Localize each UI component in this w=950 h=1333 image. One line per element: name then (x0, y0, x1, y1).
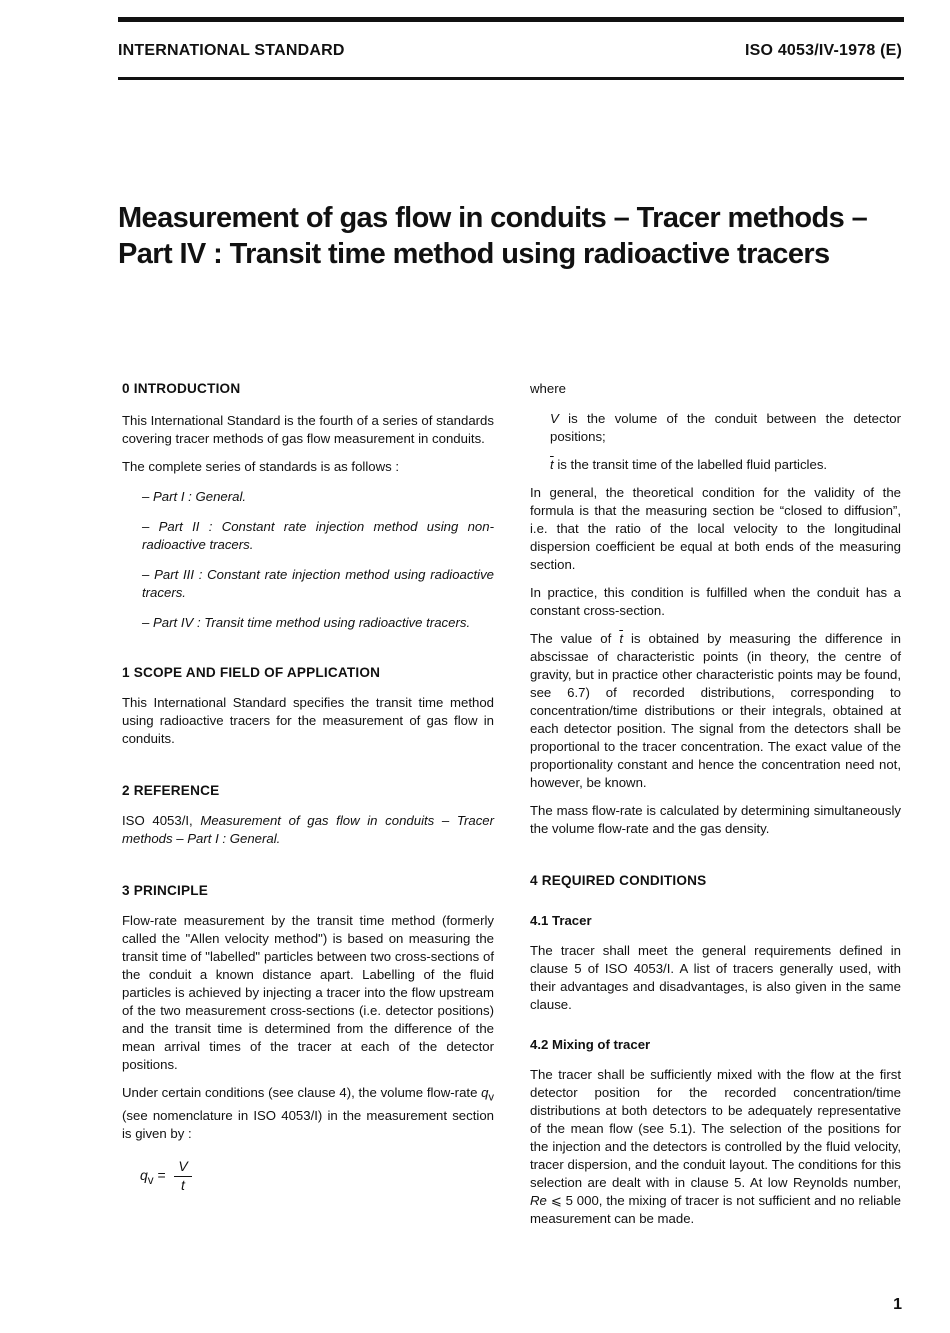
top-rule (118, 17, 904, 22)
section-4-heading: 4 REQUIRED CONDITIONS (530, 873, 707, 888)
definition-t: $\overline{t}$ is the transit time of the labelled fluid particles. (550, 457, 828, 472)
title-line-2: Part IV : Transit time method using radioactive tracers (118, 238, 830, 270)
section-4-1-heading: 4.1 Tracer (530, 913, 592, 928)
formula-lhs: $q_v$ = (140, 1166, 166, 1187)
scope-paragraph: This International Standard specifies the transit time method using radioactive tracers for the measurement of gas flow in conduits. (122, 695, 494, 746)
formula-fraction (174, 1157, 192, 1192)
where-label: where (530, 381, 566, 396)
section-3-heading: 3 PRINCIPLE (122, 883, 209, 898)
reference-title: Measurement of gas flow in conduits – Tracer methods – Part I : General. (122, 813, 495, 846)
mixing-paragraph: The tracer shall be sufficiently mixed with the flow at the first detector position for the recorded concentration/time distributions at both detectors to be adequately representative of the mean flow (see 5.1). The selection of the positions for the injection and the detectors is controlled by the fluid velocity, tracer dispersion, and the conduit layout. The conditions for this selection are dealt with in clause 5. At low Reynolds number, Re ⩽ 5 000, the mixing of tracer is not sufficient and no reliable measurement can be made. (530, 1067, 901, 1226)
principle-paragraph-1: Flow-rate measurement by the transit time method (formerly called the "Allen velocity method") is based on measuring the transit time of "labelled" particles between two cross-sections of the conduit a known distance apart. Labelling of the fluid particles is achieved by injecting a tracer into the flow upstream of the two measurement cross-sections (i.e. detector positions) and the transit time is determined from the difference of the mean arrival times of the tracer at each of the detector positions. (122, 913, 494, 1072)
section-0-heading: 0 INTRODUCTION (122, 381, 241, 396)
section-4-2-heading: 4.2 Mixing of tracer (530, 1037, 651, 1052)
symbol-Re: Re (530, 1193, 547, 1208)
formula-denominator: t (181, 1176, 185, 1193)
symbol-q: q (481, 1085, 489, 1100)
title-line-1: Measurement of gas flow in conduits – Tracer methods – (118, 202, 868, 234)
reference-code: ISO 4053/I, (122, 813, 201, 828)
symbol-q-subscript: v (488, 1091, 494, 1104)
series-item-2: – Part II : Constant rate injection method using non-radioactive tracers. (142, 519, 494, 552)
series-item-3: – Part III : Constant rate injection method using radioactive tracers. (142, 567, 494, 600)
document-title (118, 200, 918, 272)
series-item-1: – Part I : General. (142, 489, 247, 504)
reference-paragraph (122, 812, 494, 848)
series-item-4: – Part IV : Transit time method using radioactive tracers. (142, 615, 471, 630)
right-column (530, 380, 901, 1238)
intro-paragraph-2: The complete series of standards is as follows : (122, 459, 400, 474)
section-2-heading: 2 REFERENCE (122, 783, 220, 798)
left-column (122, 380, 494, 1201)
definition-V: V is the volume of the conduit between the detector positions; (550, 411, 901, 444)
principle-paragraph-6: The mass flow-rate is calculated by determining simultaneously the volume flow-rate and the gas density. (530, 803, 901, 836)
header-right: ISO 4053/IV-1978 (E) (745, 42, 902, 59)
principle-paragraph-5: The value of $\overline{t}$ is obtained by measuring the difference in abscissae of characteristic points (in theory, the centre of gravity, but in practice other characteristic points may be found, see 6.7) of recorded distributions, corresponding to concentration/time distributions or their integrals, obtained at each detector position. The signal from the detectors shall be proportional to the tracer concentration. The exact value of the proportionality constant and hence the concentration need not, however, be known. (530, 631, 901, 790)
symbol-t-bar: $\overline{t}$ (550, 457, 554, 472)
formula-numerator: V (178, 1157, 188, 1174)
principle-paragraph-4: In practice, this condition is fulfilled when the conduit has a constant cross-section. (530, 585, 901, 618)
symbol-t-bar-2: $\overline{t}$ (619, 631, 623, 646)
symbol-V: V (550, 411, 559, 426)
section-1-heading: 1 SCOPE AND FIELD OF APPLICATION (122, 665, 381, 680)
header-rule (118, 77, 904, 80)
formula-qv (140, 1157, 494, 1201)
intro-paragraph-1: This International Standard is the fourth of a series of standards covering tracer methods of gas flow measurement in conduits. (122, 413, 494, 446)
tracer-paragraph: The tracer shall meet the general requirements defined in clause 5 of ISO 4053/I. A list of tracers generally used, with their advantages and disadvantages, is also given in the same clause. (530, 943, 901, 1012)
header-left: INTERNATIONAL STANDARD (118, 42, 345, 59)
principle-paragraph-3: In general, the theoretical condition for the validity of the formula is that the measuring section be “closed to diffusion”, i.e. that the ratio of the local velocity to the longitudinal dispersion coefficient be equal at both ends of the measuring section. (530, 485, 901, 572)
page-number: 1 (893, 1296, 902, 1313)
principle-paragraph-2: Under certain conditions (see clause 4), the volume flow-rate $q_v$ (see nomenclature in ISO 4053/I) in the measurement section is given by : (122, 1085, 494, 1141)
